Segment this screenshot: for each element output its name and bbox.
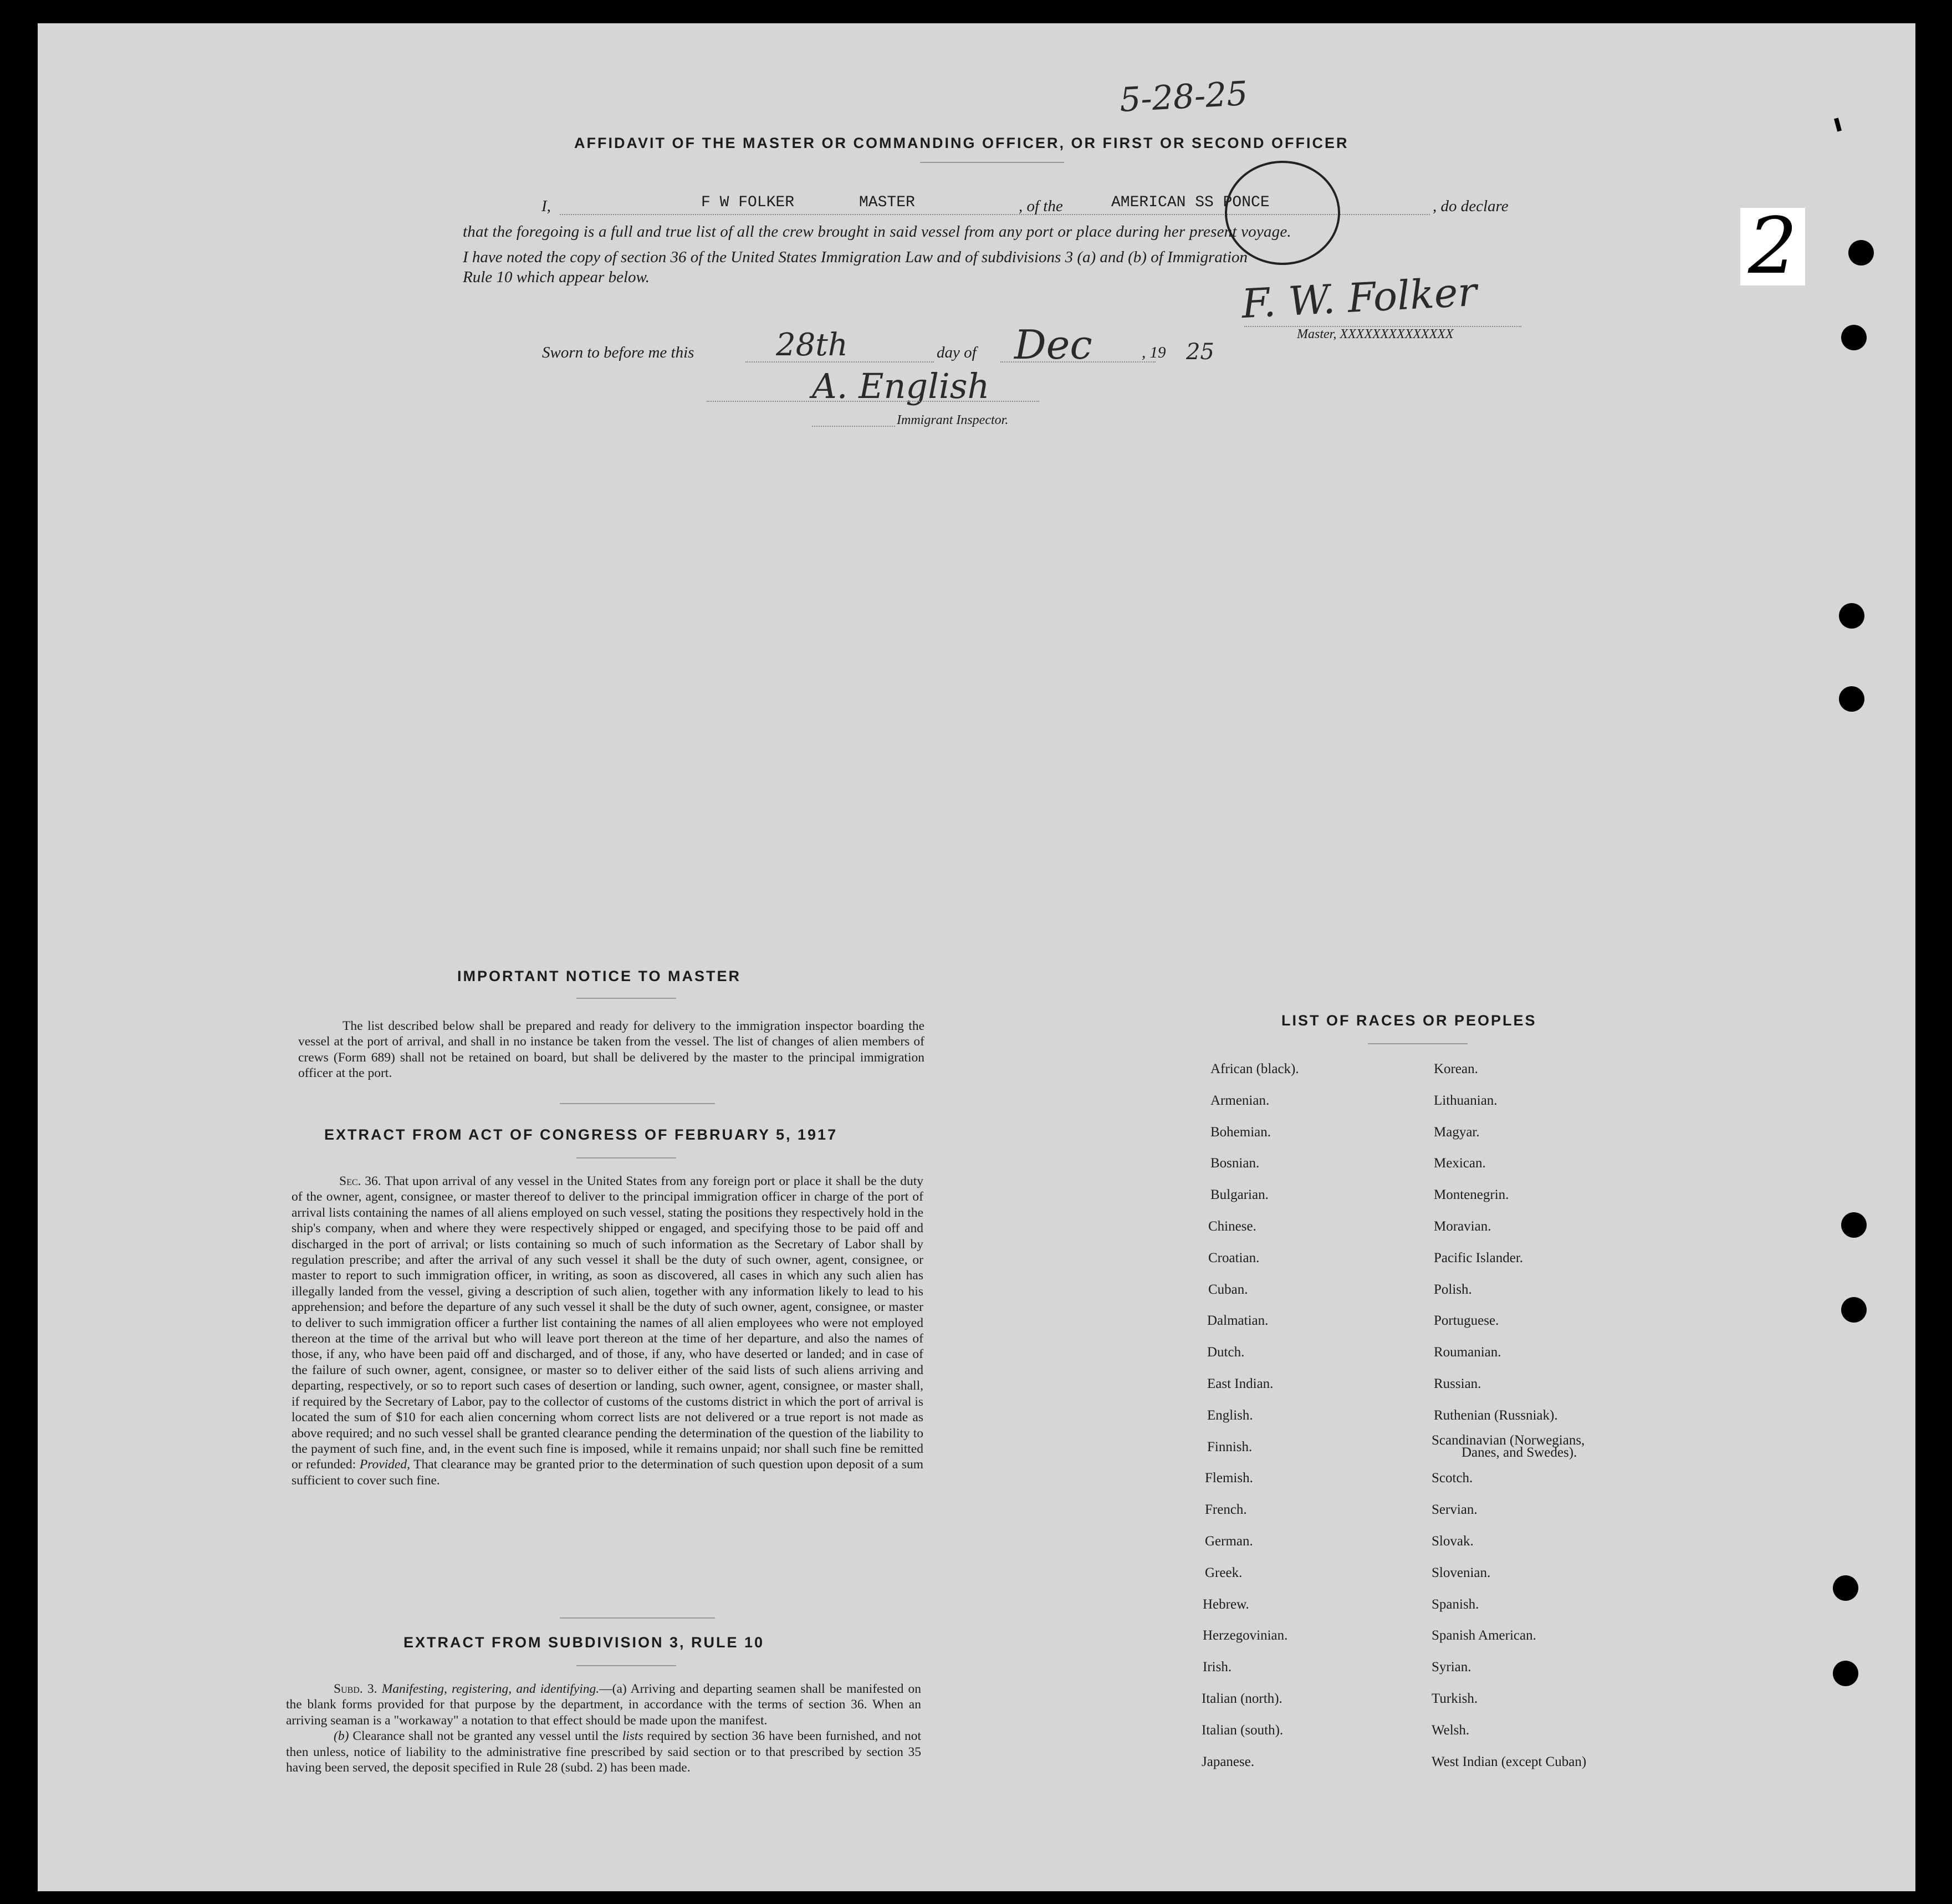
race-item: Bosnian. [1210, 1156, 1260, 1171]
race-item: Dutch. [1207, 1345, 1245, 1360]
rule-text [286, 1681, 921, 1775]
vessel-name: AMERICAN SS PONCE [1111, 194, 1270, 211]
punch-hole [1833, 1575, 1858, 1601]
affidavit-line-4: Rule 10 which appear below. [463, 268, 650, 286]
race-item: Spanish. [1432, 1596, 1479, 1612]
race-item: German. [1205, 1534, 1253, 1549]
race-item: Pacific Islander. [1434, 1250, 1524, 1265]
race-item: Spanish American. [1432, 1628, 1536, 1643]
section-label: Sec. 36. [339, 1174, 381, 1188]
race-item: East Indian. [1207, 1376, 1274, 1391]
act-heading: EXTRACT FROM ACT OF CONGRESS OF FEBRUARY 5, 1917 [324, 1126, 838, 1143]
race-item: African (black). [1210, 1061, 1299, 1076]
document-page [38, 23, 1915, 1891]
affidavit-i-label: I, [541, 197, 551, 215]
race-item: Cuban. [1208, 1282, 1248, 1297]
subd-label: Subd. 3. [334, 1682, 377, 1696]
handwritten-page-number: 2 [1740, 208, 1805, 285]
subd-title: Manifesting, registering, and identifying. [381, 1682, 600, 1696]
race-item: Magyar. [1434, 1124, 1480, 1140]
year-prefix: , 19 [1142, 344, 1166, 361]
handwritten-date: 5-28-25 [1118, 74, 1249, 120]
punch-hole [1841, 1297, 1867, 1323]
race-item: Finnish. [1207, 1439, 1253, 1454]
race-item: Herzegovinian. [1203, 1628, 1288, 1643]
race-item: Korean. [1434, 1061, 1478, 1076]
act-paragraph: That upon arrival of any vessel in the United States from any foreign port or place it shall be the duty of the owner, agent, consignee, or master thereof to deliver to the principal immigration officer in charge of the port of arrival lists containing the names of all aliens employed on such vessel, stating the positions they respectively hold in the ship's company, when and where they were respectively shipped or engaged, and specifying those to be paid off and discharged in the port of arrival; or lists containing so much of such information as the Secretary of Labor shall by regulation prescribe; and after the arrival of any such vessel it shall be the duty of such owner, agent, consignee, or master to report to such immigration officer, in writing, as soon as discovered, all cases in which any such alien has illegally landed from the vessel, giving a description of such alien, together with any information likely to lead to his apprehension; and before the departure of any such vessel it shall be the duty of such owner, agent, consignee, or master to deliver to such immigration officer a further list containing the names of all alien employees who were not employed thereon at the time of the arrival but who will leave port thereon at the time of her departure, and also the names of those, if any, who have been paid off and discharged, and of those, if any, who have deserted or landed; and in case of the failure of such owner, agent, consignee, or master so to deliver either of the said lists of such aliens arriving and departing, respectively, or so to report such cases of desertion or landing, such owner, agent, consignee, or master shall, if required by the Secretary of Labor, pay to the collector of customs of the customs district in which the port of arrival is located the sum of $10 for each alien concerning whom correct lists are not delivered or a true report is not made as above required; and no such vessel shall be granted clearance pending the determination of the question of the liability to the payment of such fine, and, in the event such fine is imposed, while it remains unpaid; nor shall such fine be remitted or refunded: [292, 1174, 924, 1472]
inspector-signature: A. English [812, 366, 990, 406]
race-item: French. [1205, 1502, 1247, 1518]
punch-hole [1839, 686, 1864, 712]
race-item: Hebrew. [1203, 1596, 1249, 1612]
punch-hole [1841, 325, 1867, 350]
race-item: Portuguese. [1434, 1313, 1499, 1329]
race-item: Mexican. [1434, 1156, 1486, 1171]
race-item-continuation: Danes, and Swedes). [1462, 1444, 1577, 1460]
race-item: Japanese. [1202, 1754, 1255, 1769]
subd-b-label: (b) [334, 1729, 349, 1744]
race-item: Polish. [1434, 1282, 1472, 1297]
race-item: Moravian. [1434, 1219, 1491, 1234]
race-item: Lithuanian. [1434, 1093, 1498, 1108]
subd-b-text-2: required by section 36 have been furnished, and not then unless, notice of liability to the administrative fine prescribed by said section or to that prescribed by section 35 having been served, the deposit specified in Rule 28 (subd. 2) has been made. [286, 1729, 922, 1775]
of-the-label: , of the [1019, 197, 1063, 215]
race-item: Slovak. [1432, 1534, 1474, 1549]
subd-a-text: Arriving and departing seamen shall be manifested on the blank forms provided for that purpose by the department, in accordance with the terms of section 36. When an arriving seaman is a "workaway" a notation to that effect should be made upon the manifest. [286, 1682, 921, 1728]
day-of-label: day of [937, 344, 977, 361]
act-text [292, 1173, 923, 1488]
sworn-label: Sworn to before me this [542, 344, 694, 361]
race-item: Servian. [1432, 1502, 1478, 1518]
race-item: Roumanian. [1434, 1345, 1501, 1360]
race-item: Turkish. [1432, 1691, 1478, 1706]
race-item: Montenegrin. [1434, 1187, 1509, 1203]
master-label: Master, XXXXXXXXXXXXXX [1297, 327, 1454, 341]
subd-a-label: —(a) [599, 1682, 627, 1696]
sworn-month: Dec [1014, 321, 1092, 368]
year-suffix: 25 [1186, 339, 1214, 365]
race-item: Chinese. [1208, 1219, 1256, 1234]
punch-hole [1841, 1212, 1867, 1238]
race-item: Croatian. [1208, 1250, 1260, 1265]
race-item: Italian (north). [1202, 1691, 1282, 1706]
punch-hole [1848, 240, 1874, 266]
race-item: Slovenian. [1432, 1565, 1491, 1580]
affidavit-line-3: I have noted the copy of section 36 of the United States Immigration Law and of subdivisions 3 (a) and (b) of Immigration [463, 248, 1248, 266]
race-item: Armenian. [1210, 1093, 1270, 1108]
punch-hole [1839, 603, 1864, 629]
race-item: Bulgarian. [1210, 1187, 1269, 1203]
race-item: Bohemian. [1210, 1124, 1271, 1140]
affidavit-heading: AFFIDAVIT OF THE MASTER OR COMMANDING OFFICER, OR FIRST OR SECOND OFFICER [574, 135, 1349, 151]
race-item: Syrian. [1432, 1660, 1471, 1675]
race-item: West Indian (except Cuban) [1432, 1754, 1587, 1769]
affidavit-line-2: that the foregoing is a full and true list of all the crew brought in said vessel from any port or place during her present voyage. [463, 223, 1291, 241]
subd-b-lists: lists [622, 1729, 643, 1744]
race-item: Dalmatian. [1207, 1313, 1269, 1329]
race-item: Welsh. [1432, 1722, 1470, 1738]
inspector-label: Immigrant Inspector. [897, 413, 1009, 427]
race-item: Flemish. [1205, 1471, 1253, 1486]
provided-label: Provided, [359, 1457, 410, 1472]
notice-heading: IMPORTANT NOTICE TO MASTER [457, 968, 741, 984]
race-item: Greek. [1205, 1565, 1243, 1580]
subd-b-text-1: Clearance shall not be granted any vessel until the [352, 1729, 619, 1744]
notice-text [298, 1018, 924, 1081]
race-item: Scotch. [1432, 1471, 1473, 1486]
race-item: Scandinavian (Norwegians, [1432, 1432, 1585, 1448]
act-paragraph-end: That clearance may be granted prior to the determination of such question upon deposit of a sum sufficient to cover such fine. [292, 1457, 924, 1488]
notice-paragraph: The list described below shall be prepared and ready for delivery to the immigration inspector boarding the vessel at the port of arrival, and shall in no instance be taken from the vessel. The list of changes of alien members of crews (Form 689) shall not be retained on board, but shall be delivered by the master to the principal immigration officer at the port. [298, 1019, 924, 1081]
rule-heading: EXTRACT FROM SUBDIVISION 3, RULE 10 [403, 1634, 765, 1651]
master-rank: MASTER [859, 194, 915, 211]
race-item: English. [1207, 1407, 1253, 1423]
race-item: Italian (south). [1202, 1722, 1284, 1738]
do-declare-label: , do declare [1433, 197, 1509, 215]
race-item: Ruthenian (Russniak). [1434, 1407, 1558, 1423]
race-item: Russian. [1434, 1376, 1481, 1391]
sworn-day: 28th [776, 327, 848, 363]
race-item: Irish. [1203, 1660, 1232, 1675]
punch-hole [1833, 1661, 1858, 1686]
master-signature: F. W. Folker [1240, 268, 1478, 328]
races-heading: LIST OF RACES OR PEOPLES [1281, 1012, 1537, 1029]
master-name: F W FOLKER [701, 194, 795, 211]
